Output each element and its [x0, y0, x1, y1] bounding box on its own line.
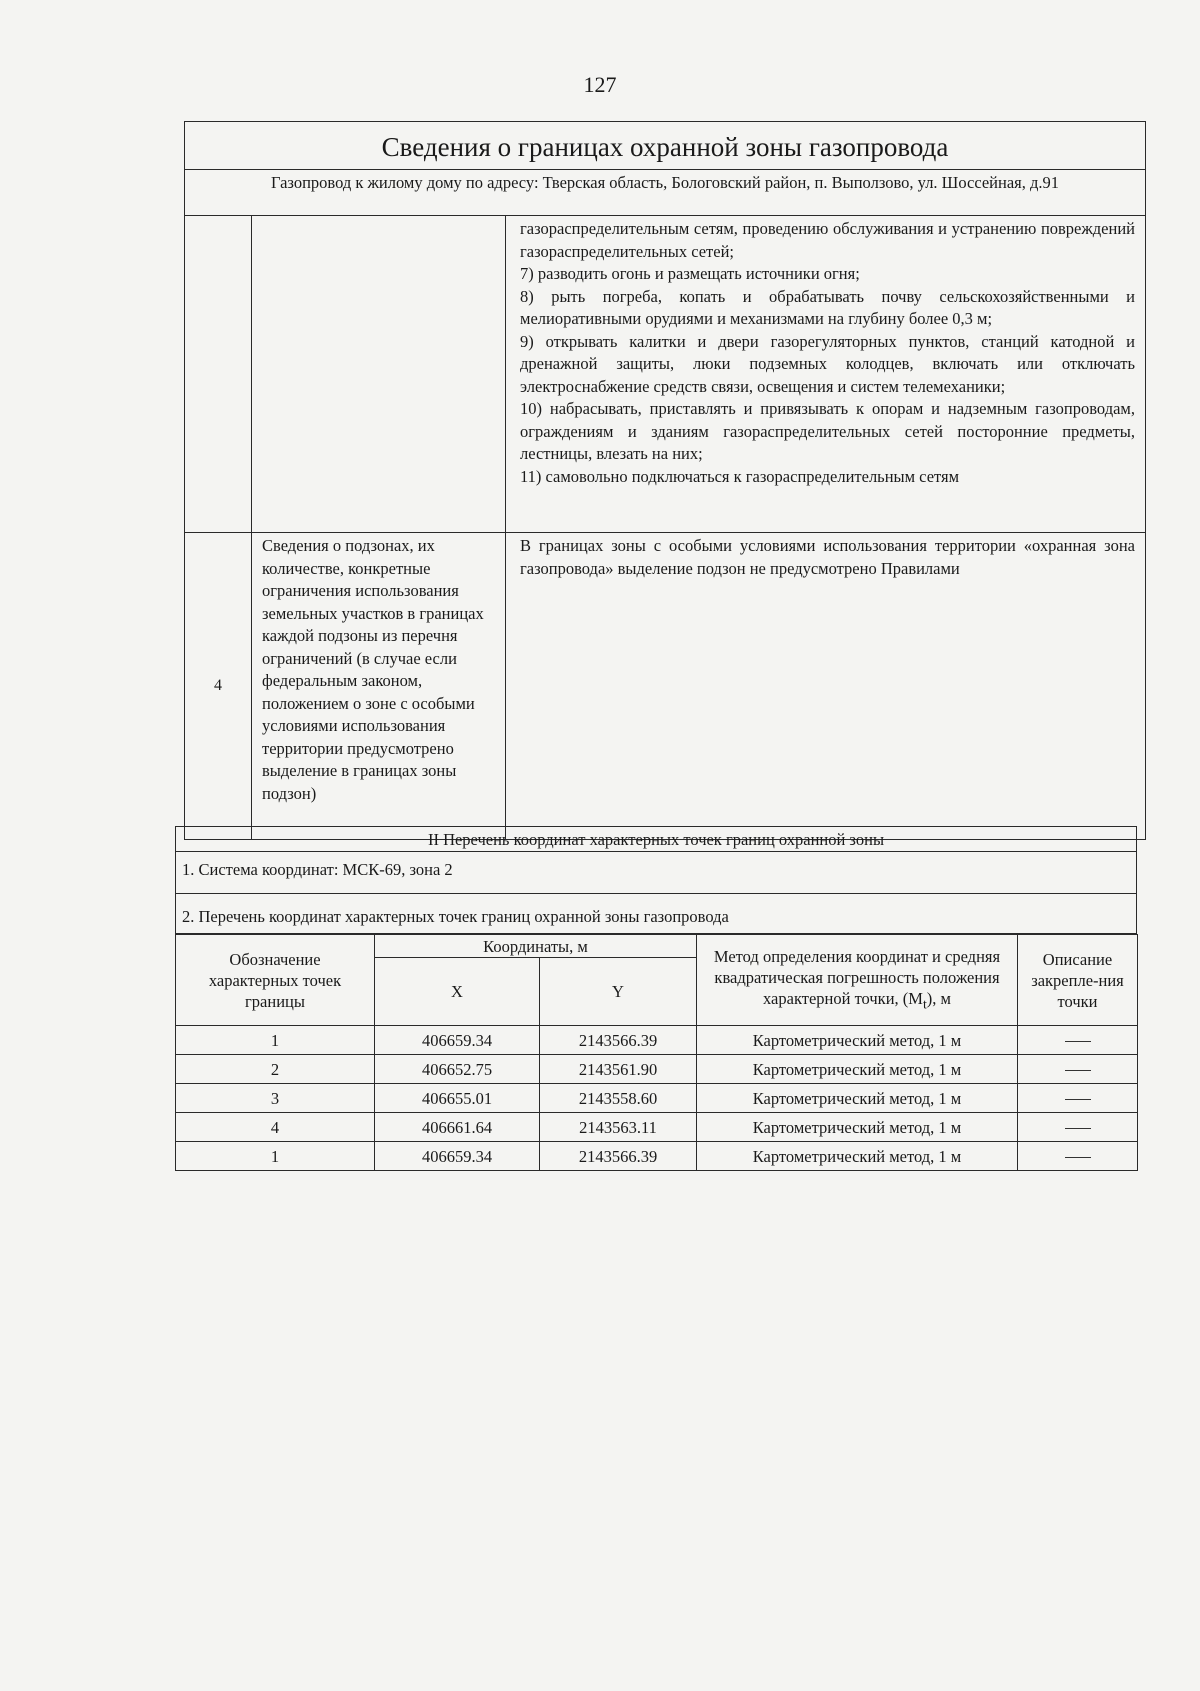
dash-mark: [1065, 1041, 1091, 1042]
dash-mark: [1065, 1099, 1091, 1100]
point-id: 2: [176, 1055, 375, 1084]
restriction-item: 10) набрасывать, приставлять и привязывать к опорам и надземным газопроводам, ограждениям и зданиям газораспределительных сетей посторонние предметы, лестницы, влезать на них;: [520, 399, 1135, 463]
restriction-item: 11) самовольно подключаться к газораспределительным сетям: [520, 466, 960, 486]
restrictions-text: [506, 216, 1145, 532]
header-y: Y: [540, 958, 697, 1026]
x-value: 406652.75: [375, 1055, 540, 1084]
subzones-row: [185, 533, 1145, 839]
restriction-item: 9) открывать калитки и двери газорегуляторных пунктов, станций катодной и дренажной защиты, люки подземных колодцев, включать или отключать электроснабжение средств связи, освещения и систем телемеханики;: [520, 331, 1135, 396]
description-cell: [1018, 1026, 1138, 1055]
zone-info-frame: [184, 121, 1146, 840]
row-name-cell: [252, 216, 506, 532]
header-method: [697, 935, 1018, 1026]
section-heading: II Перечень координат характерных точек границ охранной зоны: [175, 826, 1137, 852]
description-cell: [1018, 1142, 1138, 1171]
subzones-text: В границах зоны с особыми условиями использования территории «охранная зона газопровода» выделение подзон не предусмотрено Правилами: [520, 536, 1135, 578]
x-value: 406659.34: [375, 1026, 540, 1055]
header-method-text: Метод определения координат и средняя квадратическая погрешность положения характерной точки, (M: [713, 946, 1001, 1008]
header-coordinates: Координаты, м: [375, 935, 697, 958]
x-value: 406655.01: [375, 1084, 540, 1113]
coordinates-section: [175, 826, 1137, 1171]
header-description: Описание закрепле-ния точки: [1018, 935, 1138, 1026]
coordinates-table: [175, 934, 1138, 1171]
y-value: 2143561.90: [540, 1055, 697, 1084]
row-number-cell: [185, 216, 252, 532]
table-row: [176, 1142, 1138, 1171]
method-value: Картометрический метод, 1 м: [697, 1084, 1018, 1113]
method-value: Картометрический метод, 1 м: [697, 1142, 1018, 1171]
point-id: 3: [176, 1084, 375, 1113]
description-cell: [1018, 1084, 1138, 1113]
document-title: Сведения о границах охранной зоны газопровода: [185, 122, 1145, 170]
x-value: 406659.34: [375, 1142, 540, 1171]
header-method-unit: ), м: [926, 988, 951, 1008]
restriction-item: 7) разводить огонь и размещать источники огня;: [520, 264, 860, 283]
y-value: 2143566.39: [540, 1026, 697, 1055]
coordinates-list-title: 2. Перечень координат характерных точек границ охранной зоны газопровода: [175, 894, 1137, 934]
x-value: 406661.64: [375, 1113, 540, 1142]
point-id: 1: [176, 1142, 375, 1171]
page-number: 127: [583, 72, 617, 97]
restrictions-row-continued: [185, 216, 1145, 533]
point-id: 1: [176, 1026, 375, 1055]
dash-mark: [1065, 1128, 1091, 1129]
table-row: [176, 1113, 1138, 1142]
y-value: 2143566.39: [540, 1142, 697, 1171]
coordinate-system: 1. Система координат: МСК-69, зона 2: [175, 852, 1137, 894]
object-address: Газопровод к жилому дому по адресу: Тверская область, Бологовский район, п. Выползово, ул. Шоссейная, д.91: [185, 170, 1145, 216]
header-point: Обозначение характерных точек границы: [176, 935, 375, 1026]
table-row: [176, 1084, 1138, 1113]
dash-mark: [1065, 1070, 1091, 1071]
y-value: 2143558.60: [540, 1084, 697, 1113]
method-value: Картометрический метод, 1 м: [697, 1113, 1018, 1142]
header-x: X: [375, 958, 540, 1026]
description-cell: [1018, 1055, 1138, 1084]
method-value: Картометрический метод, 1 м: [697, 1026, 1018, 1055]
method-value: Картометрический метод, 1 м: [697, 1055, 1018, 1084]
dash-mark: [1065, 1157, 1091, 1158]
description-cell: [1018, 1113, 1138, 1142]
row-number: 4: [185, 533, 252, 839]
subzones-label: Сведения о подзонах, их количестве, конкретные ограничения использования земельных участков в границах каждой подзоны из перечня ограничений (в случае если федеральным законом, положением о зоне с особыми условиями использования территории предусмотрено выделение в границах зоны подзон): [252, 533, 506, 839]
table-row: [176, 1055, 1138, 1084]
y-value: 2143563.11: [540, 1113, 697, 1142]
point-id: 4: [176, 1113, 375, 1142]
restriction-item: 8) рыть погреба, копать и обрабатывать почву сельскохозяйственными и мелиоративными орудиями и механизмами на глубину более 0,3 м;: [520, 286, 1135, 328]
restrictions-lead: газораспределительным сетям, проведению обслуживания и устранению повреждений газораспределительных сетей;: [520, 219, 1135, 261]
header-method-subscript: t: [922, 996, 927, 1012]
table-row: [176, 1026, 1138, 1055]
